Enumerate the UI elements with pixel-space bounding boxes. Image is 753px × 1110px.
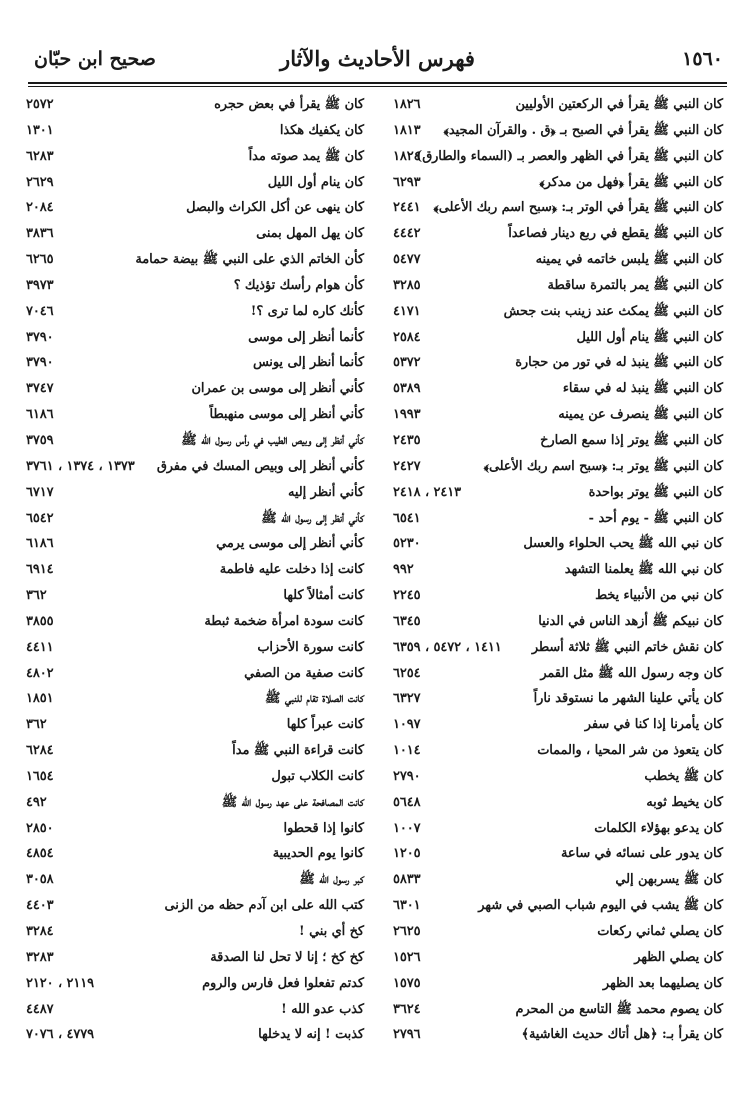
index-entry: [393, 557, 723, 583]
entry-text: كانت إذا دخلت عليه فاطمة: [219, 562, 364, 578]
entry-number: ١٠٠٧: [393, 820, 421, 836]
index-entry: [26, 893, 364, 919]
entry-number: ٤٤٨٧: [26, 1001, 54, 1017]
index-entry: [26, 738, 364, 764]
entry-text: كذب عدو الله !: [281, 1001, 364, 1017]
entry-number: ٣٧٩٠: [26, 355, 54, 371]
index-entry: [393, 686, 723, 712]
entry-number: ١٣٧٣ ، ١٣٧٤ ، ٣٧٦١: [26, 458, 135, 474]
entry-text: كأني أنظر إلى موسى يرمي: [216, 536, 364, 552]
entry-number: ٢٦٢٥: [393, 924, 421, 939]
index-entry: [393, 273, 723, 299]
index-entry: [26, 764, 364, 790]
index-entry: [26, 609, 364, 635]
entry-number: ٢٥٧٢: [26, 97, 54, 112]
index-entry: [26, 480, 364, 506]
entry-number: ١٥٧٥: [393, 975, 421, 991]
entry-number: ٢٢٤٥: [393, 588, 421, 604]
page-header: [28, 40, 727, 80]
entry-number: ٤٤٠٣: [26, 898, 54, 914]
index-entry: [393, 790, 723, 816]
entry-text: كان نقش خاتم النبي ﷺ ثلاثة أسطر: [531, 639, 723, 655]
entry-number: ٢٤٤١: [393, 200, 421, 216]
entry-number: ٢١١٩ ، ٢١٢٠: [26, 975, 95, 991]
index-entry: [393, 506, 723, 532]
entry-text: كأني أنظر إلى موسى بن عمران: [191, 381, 364, 397]
entry-text: كانت الكلاب تبول: [271, 768, 364, 784]
entry-text: كأني أنظر إلى وبيص الطيب في رأس رسول الله ﷺ: [181, 432, 364, 448]
index-entry: [26, 531, 364, 557]
book-title: صحيح ابن حبّان: [34, 48, 156, 70]
index-entry: [393, 350, 723, 376]
entry-text: كان ينهى عن أكل الكراث والبصل: [186, 200, 364, 216]
entry-text: كان النبي ﷺ يوتر بواحدة: [588, 484, 723, 500]
index-entry: [26, 790, 364, 816]
entry-text: كأنك كاره لما ترى ؟!: [250, 303, 364, 319]
index-entry: [393, 738, 723, 764]
entry-number: ٦١٨٦: [26, 536, 54, 552]
entry-number: ٢٤٣٥: [393, 432, 421, 448]
entry-text: كان ﷺ يشب في اليوم شباب الصبي في شهر: [478, 898, 723, 914]
header-rule-thin: [28, 86, 727, 87]
entry-number: ٥٤٧٧: [393, 252, 421, 268]
index-entry: [393, 945, 723, 971]
index-entry: [26, 712, 364, 738]
index-entry: [393, 583, 723, 609]
entry-text: كانت عبراً كلها: [286, 717, 364, 733]
entry-number: ٦١٨٦: [26, 407, 54, 423]
index-entry: [393, 841, 723, 867]
entry-number: ٤١٧١: [393, 303, 421, 319]
entry-number: ٢٧٩٦: [393, 1027, 421, 1043]
index-entry: [26, 635, 364, 661]
index-entry: [26, 325, 364, 351]
entry-number: ٦٢٨٤: [26, 743, 54, 759]
entry-text: كان يأمرنا إذا كنا في سفر: [584, 717, 723, 733]
entry-text: كخ أي بني !: [299, 924, 364, 939]
index-entry: [393, 661, 723, 687]
entry-number: ٢٥٨٤: [393, 329, 421, 345]
entry-number: ٣٦٢: [26, 717, 47, 733]
index-entry: [393, 299, 723, 325]
entry-text: كان النبي ﷺ يمكث عند زينب بنت جحش: [503, 303, 723, 319]
entry-number: ١٥٢٦: [393, 949, 421, 965]
index-entry: [26, 118, 364, 144]
entry-number: ١٩٩٣: [393, 407, 421, 423]
entry-text: كبر رسول الله ﷺ: [299, 872, 364, 888]
entry-number: ٤٧٧٩ ، ٧٠٧٦: [26, 1027, 95, 1043]
entry-number: ٦٢٩٣: [393, 174, 421, 190]
entry-number: ٥٣٧٢: [393, 355, 421, 371]
entry-number: ٥٨٣٣: [393, 872, 421, 888]
entry-text: كأني أنظر إليه: [288, 484, 364, 500]
index-entry: [26, 428, 364, 454]
entry-text: كان ﷺ يخطب: [644, 768, 723, 784]
entry-text: كان يخيط ثوبه: [646, 794, 723, 810]
index-entry: [393, 609, 723, 635]
entry-number: ٣٢٨٥: [393, 277, 421, 293]
entry-number: ٣٨٣٦: [26, 226, 54, 242]
index-entry: [393, 376, 723, 402]
entry-number: ٣٧٤٧: [26, 381, 54, 397]
entry-text: كان يتعوذ من شر المحيا ، والممات: [537, 743, 723, 759]
entry-text: كان يدور على نسائه في ساعة: [560, 846, 723, 862]
entry-text: كان النبي ﷺ يقرأ في الظهر والعصر بـ (السماء والطارق): [416, 148, 723, 164]
entry-number: ٢٦٢٩: [26, 174, 54, 190]
entry-number: ٤٤٤٢: [393, 226, 421, 242]
entry-number: ١٣٠١: [26, 122, 54, 138]
index-entry: [26, 686, 364, 712]
entry-number: ٢٤٢٧: [393, 458, 421, 474]
entry-number: ٦٥٤٢: [26, 510, 54, 526]
index-entry: [26, 144, 364, 170]
entry-text: كأن هوام رأسك تؤذيك ؟: [233, 277, 364, 293]
index-entry: [393, 195, 723, 221]
index-entry: [393, 635, 723, 661]
index-entry: [26, 971, 364, 997]
entry-number: ٦٢٥٤: [393, 665, 421, 681]
entry-text: كان ﷺ يسربهن إلي: [615, 872, 723, 888]
entry-number: ٦٣٠١: [393, 898, 421, 914]
entry-number: ٥٣٨٩: [393, 381, 421, 397]
index-entry: [26, 299, 364, 325]
index-entry: [393, 816, 723, 842]
index-entry: [393, 997, 723, 1023]
entry-text: كان ﷺ يقرأ في بعض حجره: [214, 97, 364, 112]
entry-number: ١٢٠٥: [393, 846, 421, 862]
entry-text: كان النبي ﷺ يوتر بـ: ﴿سبح اسم ربك الأعلى﴾: [483, 458, 723, 474]
entry-number: ١٦٥٤: [26, 768, 54, 784]
index-entry: [26, 221, 364, 247]
index-entry: [393, 764, 723, 790]
entry-number: ٦٧١٧: [26, 484, 54, 500]
index-entry: [393, 325, 723, 351]
entry-text: كخ كخ ؛ إنا لا تحل لنا الصدقة: [210, 949, 364, 965]
entry-text: كذبت ! إنه لا يدخلها: [258, 1027, 364, 1043]
entry-text: كان نبيكم ﷺ أزهد الناس في الدنيا: [538, 613, 723, 629]
entry-number: ٩٩٢: [393, 562, 414, 578]
entry-text: كان يهل المهل بمنى: [256, 226, 364, 242]
index-entry: [393, 712, 723, 738]
entry-text: كان يصلي الظهر: [634, 949, 723, 965]
index-entry: [393, 919, 723, 945]
entry-text: كأني أنظر إلى موسى منهبطاً: [209, 407, 364, 423]
entry-text: كانوا إذا قحطوا: [283, 820, 364, 836]
index-entry: [26, 1022, 364, 1048]
entry-text: كان النبي ﷺ يمر بالتمرة ساقطة: [547, 277, 723, 293]
entry-number: ١٨٢٦: [393, 97, 421, 112]
entry-number: ٣٩٧٣: [26, 277, 54, 293]
entry-text: كان النبي ﷺ - يوم أحد -: [588, 510, 723, 526]
entry-number: ٣٧٥٩: [26, 432, 54, 448]
entry-number: ١٤١١ ، ٥٤٧٢ ، ٦٣٥٩: [393, 639, 502, 655]
index-entry: [393, 893, 723, 919]
entry-number: ٦٢٦٥: [26, 252, 54, 268]
entry-text: كان النبي ﷺ يقرأ ﴿فهل من مدكر﴾: [539, 174, 723, 190]
entry-text: كان النبي ﷺ ينصرف عن يمينه: [558, 407, 723, 423]
entry-number: ٣٨٥٥: [26, 613, 54, 629]
entry-text: كان النبي ﷺ ينام أول الليل: [576, 329, 723, 345]
entry-text: كان النبي ﷺ ينبذ له في تور من حجارة: [515, 355, 723, 371]
entry-number: ٤٨٥٤: [26, 846, 54, 862]
entry-text: كانت سودة امرأة ضخمة ثبطة: [204, 613, 364, 629]
entry-number: ٢٠٨٤: [26, 200, 54, 216]
entry-text: كان النبي ﷺ يلبس خاتمه في يمينه: [535, 252, 723, 268]
page-title: فهرس الأحاديث والآثار: [280, 46, 475, 71]
entry-text: كان يأتي علينا الشهر ما نستوقد ناراً: [533, 691, 723, 707]
index-entry: [26, 454, 364, 480]
entry-text: كان يصوم محمد ﷺ التاسع من المحرم: [515, 1001, 723, 1017]
index-entry: [26, 997, 364, 1023]
entry-text: كانت المصافحة على عهد رسول الله ﷺ: [221, 794, 364, 810]
entry-text: كان النبي ﷺ ينبذ له في سقاء: [562, 381, 723, 397]
entry-text: كان وجه رسول الله ﷺ مثل القمر: [540, 665, 723, 681]
entry-number: ١٨٥١: [26, 691, 54, 707]
entry-text: كانت صفية من الصفي: [244, 665, 364, 681]
index-entry: [393, 118, 723, 144]
entry-number: ٣٧٩٠: [26, 329, 54, 345]
entry-number: ٣٦٢٤: [393, 1001, 421, 1017]
entry-number: ٦٣٢٧: [393, 691, 421, 707]
index-entry: [26, 273, 364, 299]
index-entry: [26, 247, 364, 273]
entry-text: كانوا يوم الحديبية: [272, 846, 364, 862]
index-entry: [26, 661, 364, 687]
entry-number: ٧٠٤٦: [26, 303, 54, 319]
entry-text: كان النبي ﷺ يوتر إذا سمع الصارخ: [540, 432, 723, 448]
index-entry: [26, 506, 364, 532]
left-index-column: [26, 92, 364, 1092]
entry-text: كدتم تفعلوا فعل فارس والروم: [202, 975, 364, 991]
entry-text: كأنما أنظر إلى موسى: [248, 329, 364, 345]
entry-text: كان نبي الله ﷺ يحب الحلواء والعسل: [523, 536, 723, 552]
entry-number: ٥٢٣٠: [393, 536, 421, 552]
index-entry: [26, 402, 364, 428]
entry-text: كأني أنظر إلى رسول الله ﷺ: [261, 510, 364, 526]
entry-number: ٣٠٥٨: [26, 872, 54, 888]
entry-text: كانت سورة الأحزاب: [257, 639, 364, 655]
entry-number: ٦٩١٤: [26, 562, 54, 578]
entry-text: كان يقرأ بـ: ﴿هل أتاك حديث الغاشية﴾: [521, 1027, 723, 1043]
entry-number: ١٨١٣: [393, 122, 421, 138]
index-entry: [26, 557, 364, 583]
index-entry: [393, 1022, 723, 1048]
index-entry: [26, 945, 364, 971]
entry-text: كان نبي الله ﷺ يعلمنا التشهد: [564, 562, 723, 578]
index-entry: [26, 583, 364, 609]
index-entry: [26, 195, 364, 221]
entry-text: كان ﷺ يمد صوته مداً: [248, 148, 364, 164]
entry-text: كان يصليهما بعد الظهر: [602, 975, 723, 991]
header-rule: [28, 82, 727, 84]
entry-number: ٢٨٥٠: [26, 820, 54, 836]
index-entry: [393, 867, 723, 893]
entry-number: ٥٦٤٨: [393, 794, 421, 810]
entry-text: كان النبي ﷺ يقرأ في الصبح بـ ﴿ق . والقرآن المجيد﴾: [443, 122, 723, 138]
entry-text: كانت الصلاة تقام للنبي ﷺ: [264, 691, 364, 707]
entry-text: كتب الله على ابن آدم حظه من الزنى: [164, 898, 364, 914]
index-entry: [393, 221, 723, 247]
index-entry: [393, 92, 723, 118]
entry-number: ٣٦٢: [26, 588, 47, 604]
entry-number: ١٠٩٧: [393, 717, 421, 733]
entry-number: ٦٥٤١: [393, 510, 421, 526]
entry-number: ١٨٢٤: [393, 148, 421, 164]
index-entry: [393, 531, 723, 557]
index-entry: [393, 428, 723, 454]
entry-number: ٢٤١٣ ، ٢٤١٨: [393, 484, 462, 500]
entry-text: كانت قراءة النبي ﷺ مداً: [232, 743, 364, 759]
index-entry: [26, 841, 364, 867]
entry-number: ٤٩٢: [26, 794, 47, 810]
index-entry: [26, 350, 364, 376]
page-number: ١٥٦٠: [682, 48, 723, 70]
index-entry: [26, 816, 364, 842]
entry-text: كان النبي ﷺ يقطع في ربع دينار فصاعداً: [508, 226, 723, 242]
index-entry: [26, 170, 364, 196]
index-entry: [26, 376, 364, 402]
entry-number: ١٠١٤: [393, 743, 421, 759]
entry-text: كانت أمثالاً كلها: [283, 588, 364, 604]
entry-number: ٣٢٨٣: [26, 949, 54, 965]
index-entry: [393, 247, 723, 273]
entry-text: كان يصلي ثماني ركعات: [597, 924, 723, 939]
index-entry: [26, 92, 364, 118]
index-entry: [26, 867, 364, 893]
index-entry: [393, 144, 723, 170]
index-entry: [393, 402, 723, 428]
entry-number: ٣٢٨٤: [26, 924, 54, 939]
entry-text: كان يكفيك هكذا: [279, 122, 364, 138]
right-index-column: [393, 92, 723, 1092]
entry-text: كان النبي ﷺ يقرأ في الوتر بـ: ﴿سبح اسم ربك الأعلى﴾: [433, 200, 723, 216]
entry-text: كان ينام أول الليل: [267, 174, 364, 190]
entry-text: كان نبي من الأنبياء يخط: [595, 588, 723, 604]
entry-text: كان يدعو بهؤلاء الكلمات: [594, 820, 723, 836]
entry-text: كأن الخاتم الذي على النبي ﷺ بيضة حمامة: [135, 252, 364, 268]
index-entry: [393, 480, 723, 506]
index-entry: [393, 170, 723, 196]
entry-text: كان النبي ﷺ يقرأ في الركعتين الأوليين: [515, 97, 723, 112]
entry-number: ٤٨٠٢: [26, 665, 54, 681]
index-entry: [26, 919, 364, 945]
entry-text: كأني أنظر إلى وبيص المسك في مفرق: [156, 458, 364, 474]
entry-number: ٦٢٨٣: [26, 148, 54, 164]
index-entry: [393, 454, 723, 480]
entry-number: ٤٤١١: [26, 639, 54, 655]
entry-text: كأنما أنظر إلى يونس: [252, 355, 364, 371]
entry-number: ٢٧٩٠: [393, 768, 421, 784]
index-entry: [393, 971, 723, 997]
entry-number: ٦٣٤٥: [393, 613, 421, 629]
